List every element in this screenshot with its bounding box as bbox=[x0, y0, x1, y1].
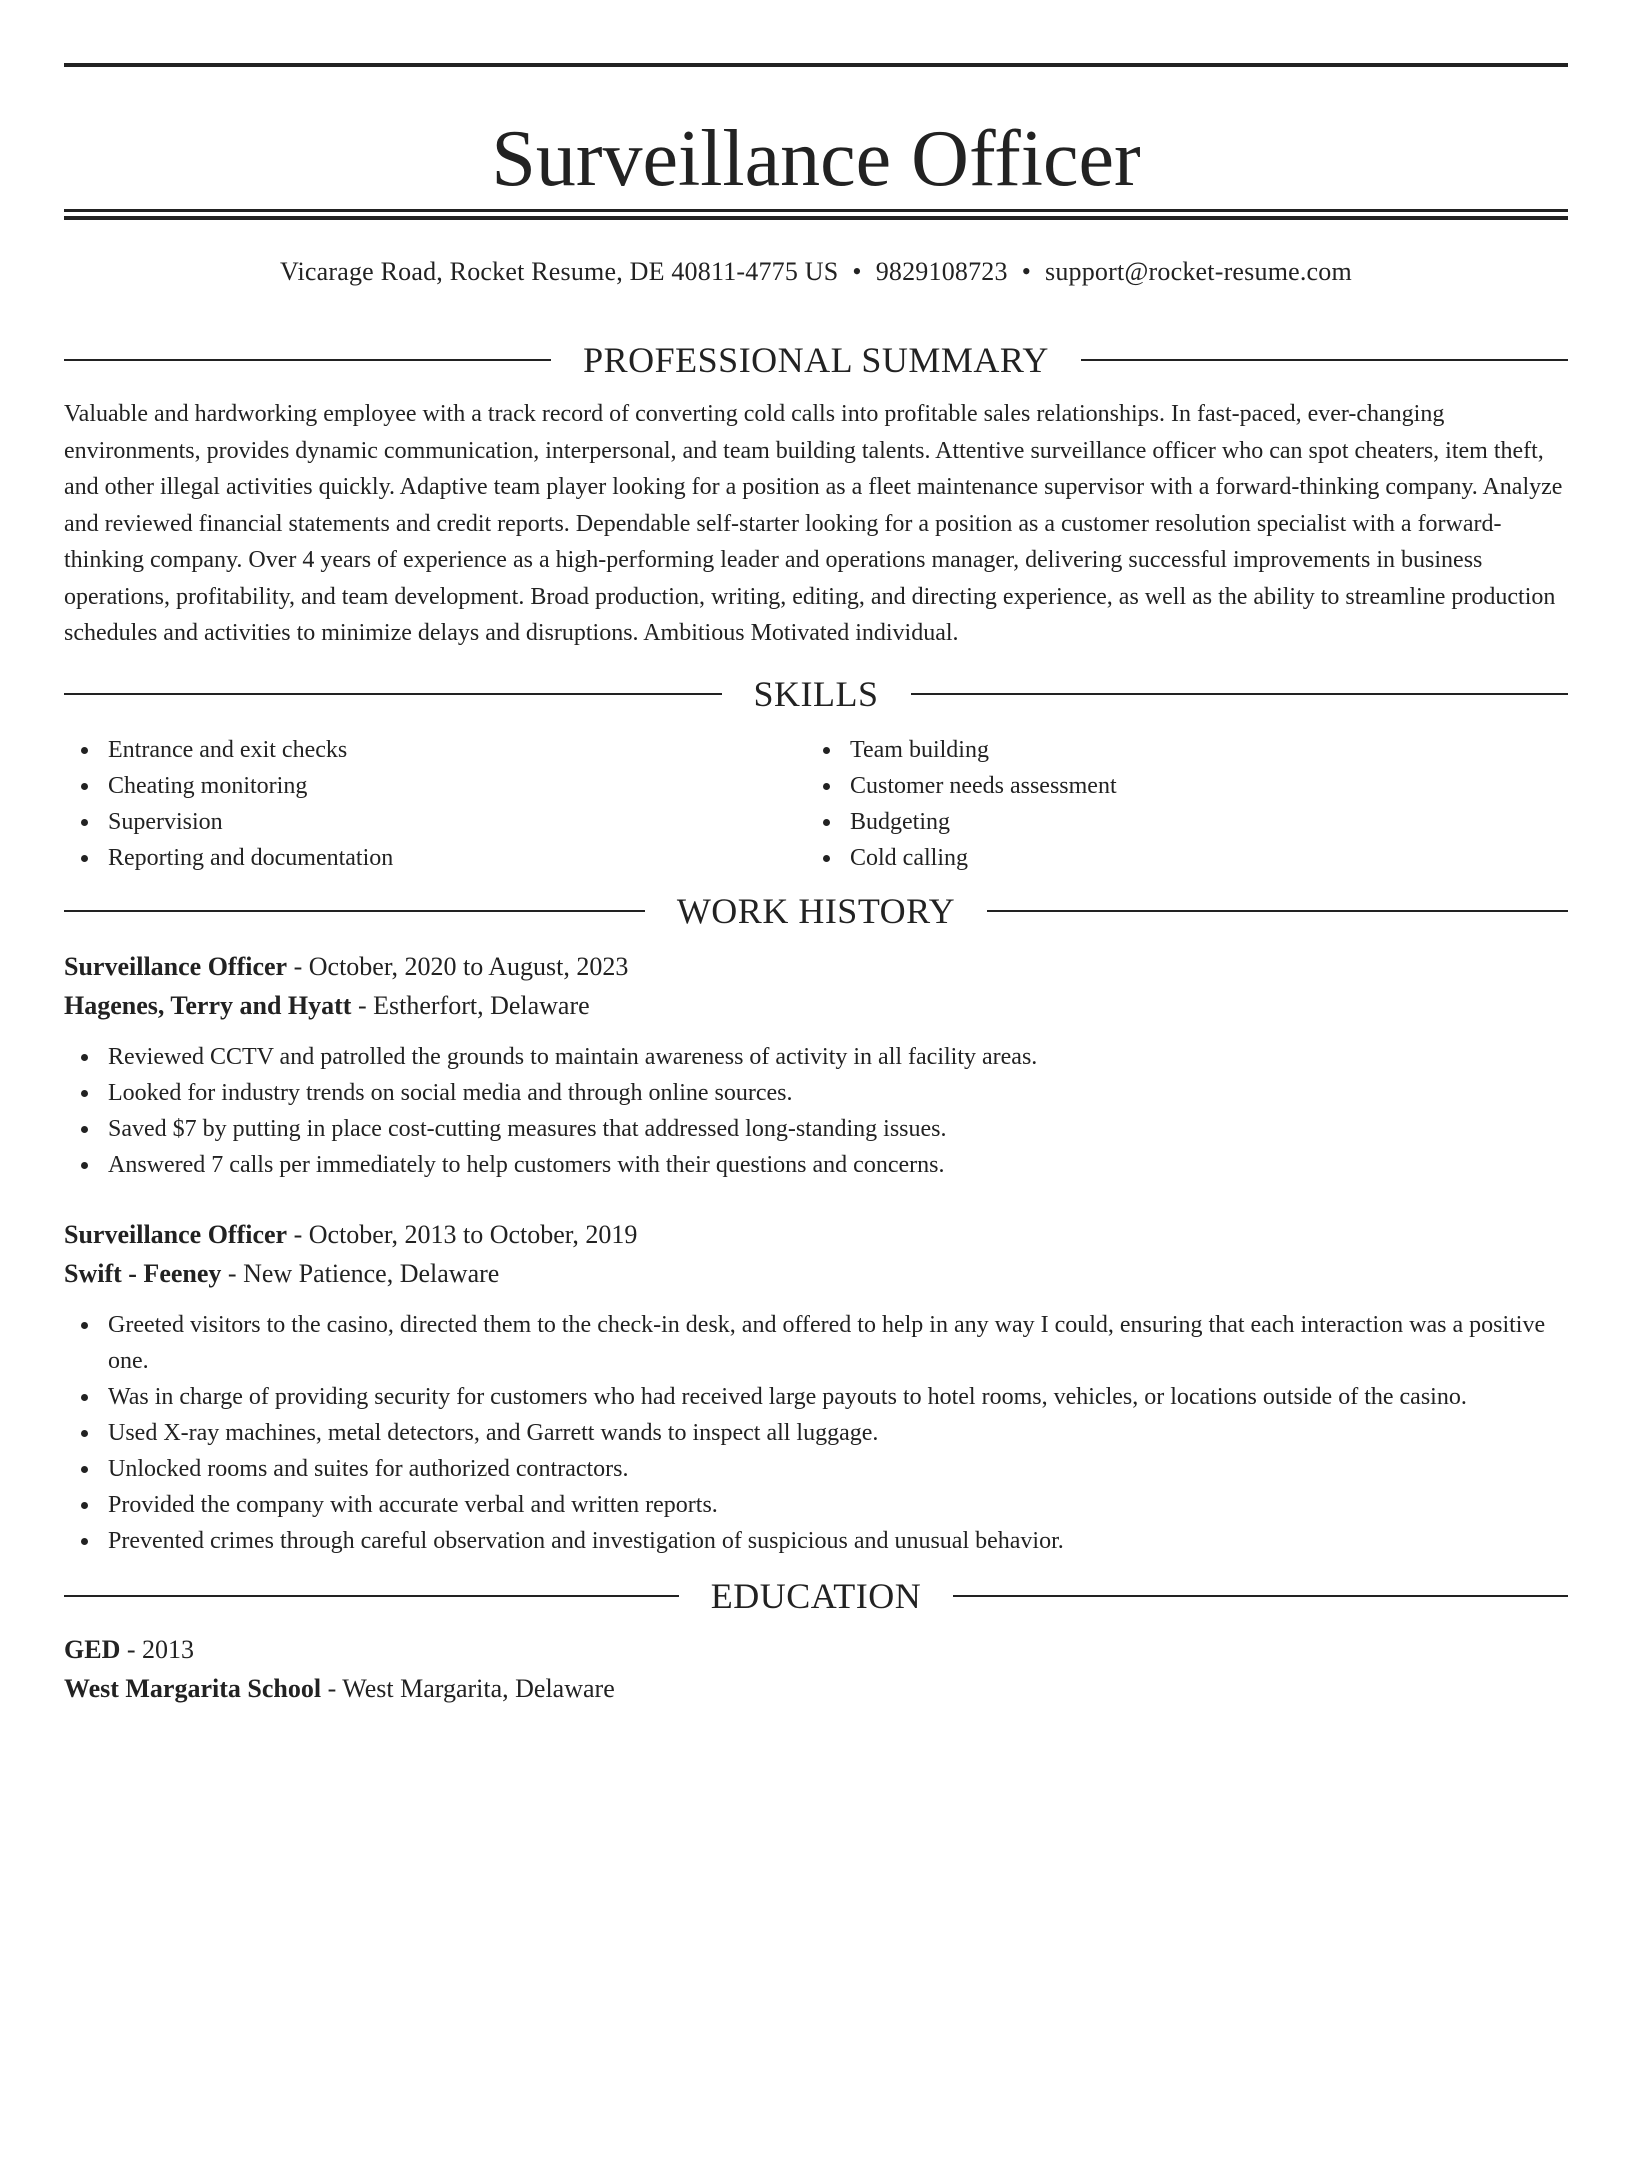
contact-address: Vicarage Road, Rocket Resume, DE 40811-4775 US bbox=[280, 257, 839, 286]
contact-separator: • bbox=[1021, 257, 1032, 286]
contact-email: support@rocket-resume.com bbox=[1045, 257, 1352, 286]
job-duties bbox=[64, 1039, 1568, 1183]
resume-page bbox=[0, 63, 1632, 2175]
skill-item: Entrance and exit checks bbox=[64, 732, 806, 768]
skills-columns bbox=[64, 732, 1568, 876]
section-rule-left bbox=[64, 910, 645, 912]
summary-section-header bbox=[64, 338, 1568, 382]
job-location: - Estherfort, Delaware bbox=[351, 990, 590, 1020]
job-company: Hagenes, Terry and Hyatt bbox=[64, 990, 352, 1020]
job-title-line bbox=[64, 947, 1568, 986]
skill-item: Team building bbox=[806, 732, 1548, 768]
education-entry bbox=[64, 1630, 1568, 1708]
section-rule-left bbox=[64, 359, 551, 361]
section-rule-right bbox=[987, 910, 1568, 912]
header-double-rule bbox=[64, 209, 1568, 220]
job-duty: Saved $7 by putting in place cost-cutting measures that addressed long-standing issues. bbox=[64, 1111, 1568, 1147]
job-company: Swift - Feeney bbox=[64, 1258, 222, 1288]
candidate-name: Surveillance Officer bbox=[491, 115, 1141, 203]
job-entry bbox=[64, 947, 1568, 1183]
skills-section-title: SKILLS bbox=[753, 673, 879, 714]
section-rule-left bbox=[64, 1595, 679, 1597]
job-title: Surveillance Officer bbox=[64, 951, 288, 981]
job-duty: Used X-ray machines, metal detectors, and Garrett wands to inspect all luggage. bbox=[64, 1415, 1568, 1451]
skill-item: Reporting and documentation bbox=[64, 840, 806, 876]
job-location: - New Patience, Delaware bbox=[221, 1258, 500, 1288]
job-company-line bbox=[64, 1254, 1568, 1293]
job-dates: - October, 2020 to August, 2023 bbox=[287, 951, 629, 981]
job-duty: Was in charge of providing security for customers who had received large payouts to hotel rooms, vehicles, or locations outside of the casino. bbox=[64, 1379, 1568, 1415]
job-title: Surveillance Officer bbox=[64, 1219, 288, 1249]
job-duty: Looked for industry trends on social media and through online sources. bbox=[64, 1075, 1568, 1111]
section-rule-left bbox=[64, 693, 722, 695]
job-dates: - October, 2013 to October, 2019 bbox=[287, 1219, 638, 1249]
job-title-line bbox=[64, 1215, 1568, 1254]
skill-item: Supervision bbox=[64, 804, 806, 840]
job-duty: Reviewed CCTV and patrolled the grounds to maintain awareness of activity in all facility areas. bbox=[64, 1039, 1568, 1075]
skill-item: Cheating monitoring bbox=[64, 768, 806, 804]
section-rule-right bbox=[911, 693, 1569, 695]
education-school-line bbox=[64, 1669, 1568, 1708]
work-section-title: WORK HISTORY bbox=[676, 890, 956, 931]
job-duty: Answered 7 calls per immediately to help customers with their questions and concerns. bbox=[64, 1147, 1568, 1183]
skill-item: Cold calling bbox=[806, 840, 1548, 876]
education-school: West Margarita School bbox=[64, 1673, 322, 1703]
job-duty: Prevented crimes through careful observation and investigation of suspicious and unusual behavior. bbox=[64, 1523, 1568, 1559]
contact-separator: • bbox=[852, 257, 862, 286]
education-section-title: EDUCATION bbox=[710, 1575, 922, 1616]
education-section-header bbox=[64, 1574, 1568, 1618]
job-entry bbox=[64, 1215, 1568, 1559]
education-year: - 2013 bbox=[120, 1634, 195, 1664]
section-rule-right bbox=[953, 1595, 1568, 1597]
education-location: - West Margarita, Delaware bbox=[321, 1673, 615, 1703]
skill-item: Budgeting bbox=[806, 804, 1548, 840]
section-rule-right bbox=[1081, 359, 1568, 361]
skills-section-header bbox=[64, 672, 1568, 716]
education-degree: GED bbox=[64, 1634, 121, 1664]
contact-phone: 9829108723 bbox=[875, 257, 1008, 286]
job-duty: Unlocked rooms and suites for authorized contractors. bbox=[64, 1451, 1568, 1487]
work-section-header bbox=[64, 889, 1568, 933]
job-duty: Greeted visitors to the casino, directed them to the check-in desk, and offered to help in any way I could, ensuring that each interaction was a positive one. bbox=[64, 1307, 1568, 1379]
education-degree-line bbox=[64, 1630, 1568, 1669]
skill-item: Customer needs assessment bbox=[806, 768, 1548, 804]
job-duties bbox=[64, 1307, 1568, 1559]
contact-line bbox=[64, 255, 1568, 289]
job-duty: Provided the company with accurate verbal and written reports. bbox=[64, 1487, 1568, 1523]
summary-section-title: PROFESSIONAL SUMMARY bbox=[583, 340, 1049, 380]
resume-header bbox=[64, 67, 1568, 317]
skills-column-right bbox=[806, 732, 1548, 876]
skills-column-left bbox=[64, 732, 806, 876]
summary-text: Valuable and hardworking employee with a track record of converting cold calls into profitable sales relationships. In fast-paced, ever-changing environments, provides dynamic communication, interpersonal, and team building talents. Attentive surveillance officer who can spot cheaters, item theft, and other illegal activities quickly. Adaptive team player looking for a position as a fleet maintenance supervisor with a forward-thinking company. Analyze and reviewed financial statements and credit reports. Dependable self-starter looking for a position as a customer resolution specialist with a forward-thinking company. Over 4 years of experience as a high-performing leader and operations manager, delivering successful improvements in business operations, profitability, and team development. Broad production, writing, editing, and directing experience, as well as the ability to streamline production schedules and activities to minimize delays and disruptions. Ambitious Motivated individual. bbox=[64, 401, 1563, 646]
job-company-line bbox=[64, 986, 1568, 1025]
